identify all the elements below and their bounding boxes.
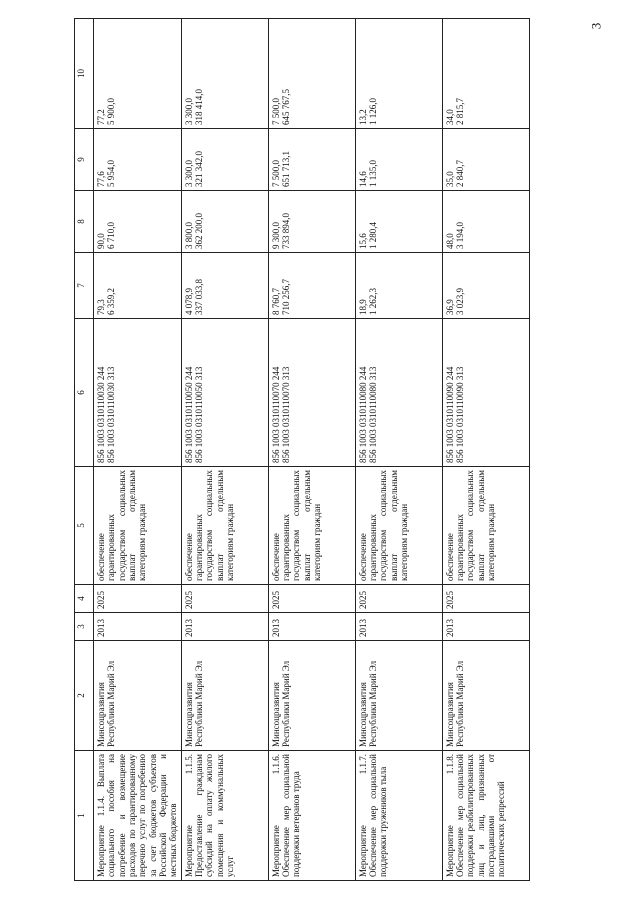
end-year-cell <box>181 585 268 613</box>
value-cell-line: 3 023,9 <box>455 288 466 315</box>
start-year-cell-line: 2013 <box>270 619 281 637</box>
activity-cell <box>181 751 268 881</box>
header-cell: 2 <box>75 641 94 751</box>
value-cell-line: 36,9 <box>444 299 455 315</box>
value-cell <box>442 253 529 319</box>
value-cell-line: 6 710,0 <box>106 222 117 249</box>
budget-code-cell-line: 856 1003 0310110050 313 <box>194 366 205 463</box>
budget-code-cell-line: 856 1003 0310110070 244 <box>270 366 281 463</box>
value-cell-line: 337 033,8 <box>194 279 205 315</box>
result-cell-line: обеспечение гарантированных государством социальных выплат отдельным категориям граждан <box>444 470 497 581</box>
value-cell-line: 79,3 <box>96 299 106 315</box>
table-row <box>181 19 268 881</box>
responsible-cell <box>94 641 182 751</box>
value-cell-line: 90,0 <box>96 233 106 249</box>
responsible-cell <box>442 641 529 751</box>
value-cell <box>181 19 268 129</box>
activity-cell <box>268 751 355 881</box>
budget-code-cell-line: 856 1003 0310110030 244 <box>96 366 106 463</box>
value-cell <box>355 253 442 319</box>
result-cell <box>94 467 182 585</box>
end-year-cell-line: 2025 <box>183 591 194 609</box>
result-cell-line: обеспечение гарантированных государством социальных выплат отдельным категориям граждан <box>183 470 236 581</box>
responsible-cell <box>268 641 355 751</box>
responsible-cell <box>181 641 268 751</box>
header-cell: 7 <box>75 253 94 319</box>
header-cell: 5 <box>75 467 94 585</box>
value-cell-line: 3 800,0 <box>183 222 194 249</box>
end-year-cell <box>355 585 442 613</box>
value-cell-line: 1 135,0 <box>368 160 379 187</box>
program-table <box>74 18 530 881</box>
rotated-table-container <box>74 19 614 881</box>
value-cell-line: 14,6 <box>357 171 368 187</box>
value-cell-line: 4 078,9 <box>183 288 194 315</box>
value-cell <box>442 19 529 129</box>
value-cell <box>94 19 182 129</box>
start-year-cell <box>181 613 268 641</box>
value-cell-line: 13,2 <box>357 109 368 125</box>
value-cell-line: 7 500,0 <box>270 160 281 187</box>
result-cell-line: обеспечение гарантированных государством социальных выплат отдельным категориям граждан <box>96 470 148 581</box>
value-cell-line: 1 280,4 <box>368 222 379 249</box>
value-cell-line: 9 300,0 <box>270 222 281 249</box>
header-cell: 6 <box>75 319 94 467</box>
activity-cell <box>94 751 182 881</box>
budget-code-cell-line: 856 1003 0310110070 313 <box>281 366 292 463</box>
budget-code-cell-line: 856 1003 0310110090 244 <box>444 366 455 463</box>
value-cell-line: 3 300,0 <box>183 160 194 187</box>
value-cell <box>181 129 268 191</box>
value-cell <box>355 19 442 129</box>
result-cell <box>181 467 268 585</box>
end-year-cell <box>442 585 529 613</box>
end-year-cell <box>94 585 182 613</box>
start-year-cell <box>268 613 355 641</box>
responsible-cell-line: Минсоцразвития Республики Марий Эл <box>96 660 117 747</box>
value-cell <box>94 129 182 191</box>
value-cell-line: 318 414,0 <box>194 89 205 125</box>
activity-cell-line: Мероприятие 1.1.6. Обеспечение мер социальной поддержки ветеранов труда <box>270 754 302 877</box>
result-cell <box>442 467 529 585</box>
result-cell <box>268 467 355 585</box>
value-cell <box>268 19 355 129</box>
value-cell-line: 34,0 <box>444 109 455 125</box>
value-cell <box>355 191 442 253</box>
value-cell-line: 48,0 <box>444 233 455 249</box>
start-year-cell-line: 2013 <box>357 619 368 637</box>
start-year-cell <box>355 613 442 641</box>
activity-cell <box>355 751 442 881</box>
end-year-cell-line: 2025 <box>96 591 106 609</box>
responsible-cell <box>355 641 442 751</box>
value-cell-line: 733 894,0 <box>281 213 292 249</box>
responsible-cell-line: Минсоцразвития Республики Марий Эл <box>270 660 292 747</box>
budget-code-cell <box>94 319 182 467</box>
value-cell-line: 8 760,7 <box>270 288 281 315</box>
value-cell <box>181 253 268 319</box>
value-cell-line: 1 262,3 <box>368 288 379 315</box>
end-year-cell <box>268 585 355 613</box>
budget-code-cell-line: 856 1003 0310110080 244 <box>357 366 368 463</box>
budget-code-cell-line: 856 1003 0310110080 313 <box>368 366 379 463</box>
value-cell-line: 3 194,0 <box>455 222 466 249</box>
responsible-cell-line: Минсоцразвития Республики Марий Эл <box>444 660 466 747</box>
header-cell: 3 <box>75 613 94 641</box>
budget-code-cell-line: 856 1003 0310110050 244 <box>183 366 194 463</box>
value-cell-line: 1 126,0 <box>368 98 379 125</box>
end-year-cell-line: 2025 <box>357 591 368 609</box>
budget-code-cell <box>355 319 442 467</box>
budget-code-cell-line: 856 1003 0310110030 313 <box>106 366 117 463</box>
activity-cell-line: Мероприятие 1.1.4. Выплата социального пособия на погребение и возмещение расходов по гарантированному перечню услуг по погребению за счет бюджетов субъектов Российской Федерации и местных бюджетов <box>96 754 179 877</box>
value-cell-line: 2 815,7 <box>455 98 466 125</box>
end-year-cell-line: 2025 <box>270 591 281 609</box>
value-cell-line: 651 713,1 <box>281 151 292 187</box>
value-cell-line: 77,6 <box>96 171 106 187</box>
responsible-cell-line: Минсоцразвития Республики Марий Эл <box>357 660 379 747</box>
value-cell-line: 18,9 <box>357 299 368 315</box>
value-cell-line: 15,6 <box>357 233 368 249</box>
table-row <box>355 19 442 881</box>
header-row <box>75 19 94 881</box>
budget-code-cell <box>268 319 355 467</box>
value-cell-line: 2 840,7 <box>455 160 466 187</box>
start-year-cell-line: 2013 <box>444 619 455 637</box>
value-cell-line: 6 359,2 <box>106 288 117 315</box>
value-cell <box>268 253 355 319</box>
value-cell <box>268 129 355 191</box>
value-cell-line: 710 256,7 <box>281 279 292 315</box>
start-year-cell-line: 2013 <box>183 619 194 637</box>
result-cell <box>355 467 442 585</box>
value-cell-line: 3 300,0 <box>183 98 194 125</box>
value-cell-line: 362 200,0 <box>194 213 205 249</box>
header-cell: 9 <box>75 129 94 191</box>
value-cell <box>442 129 529 191</box>
header-cell: 10 <box>75 19 94 129</box>
budget-code-cell <box>181 319 268 467</box>
result-cell-line: обеспечение гарантированных государством социальных выплат отдельным категориям граждан <box>270 470 323 581</box>
table-row <box>94 19 182 881</box>
end-year-cell-line: 2025 <box>444 591 455 609</box>
table-row <box>442 19 529 881</box>
page-number: 3 <box>587 22 603 30</box>
value-cell-line: 77,2 <box>96 109 106 125</box>
value-cell <box>94 253 182 319</box>
header-cell: 1 <box>75 751 94 881</box>
start-year-cell <box>442 613 529 641</box>
value-cell <box>355 129 442 191</box>
header-cell: 4 <box>75 585 94 613</box>
activity-cell-line: Мероприятие 1.1.7. Обеспечение мер социальной поддержки тружеников тыла <box>357 754 389 877</box>
activity-cell-line: Мероприятие 1.1.5. Предоставление гражданам субсидий на оплату жилого помещения и коммунальных услуг <box>183 754 236 877</box>
result-cell-line: обеспечение гарантированных государством социальных выплат отдельным категориям граждан <box>357 470 410 581</box>
value-cell-line: 7 500,0 <box>270 98 281 125</box>
start-year-cell-line: 2013 <box>96 619 106 637</box>
value-cell-line: 321 342,0 <box>194 151 205 187</box>
table-body <box>94 19 530 881</box>
value-cell <box>94 191 182 253</box>
value-cell-line: 645 767,5 <box>281 89 292 125</box>
responsible-cell-line: Минсоцразвития Республики Марий Эл <box>183 660 205 747</box>
value-cell <box>268 191 355 253</box>
value-cell-line: 5 900,0 <box>106 98 117 125</box>
activity-cell-line: Мероприятие 1.1.8. Обеспечение мер социальной поддержки реабилитированных лиц и лиц, признанных пострадавшими от политических репрессий <box>444 754 507 877</box>
value-cell <box>442 191 529 253</box>
header-cell: 8 <box>75 191 94 253</box>
table-row <box>268 19 355 881</box>
budget-code-cell-line: 856 1003 0310110090 313 <box>455 366 466 463</box>
activity-cell <box>442 751 529 881</box>
budget-code-cell <box>442 319 529 467</box>
value-cell-line: 35,0 <box>444 171 455 187</box>
start-year-cell <box>94 613 182 641</box>
value-cell <box>181 191 268 253</box>
value-cell-line: 5 954,0 <box>106 160 117 187</box>
